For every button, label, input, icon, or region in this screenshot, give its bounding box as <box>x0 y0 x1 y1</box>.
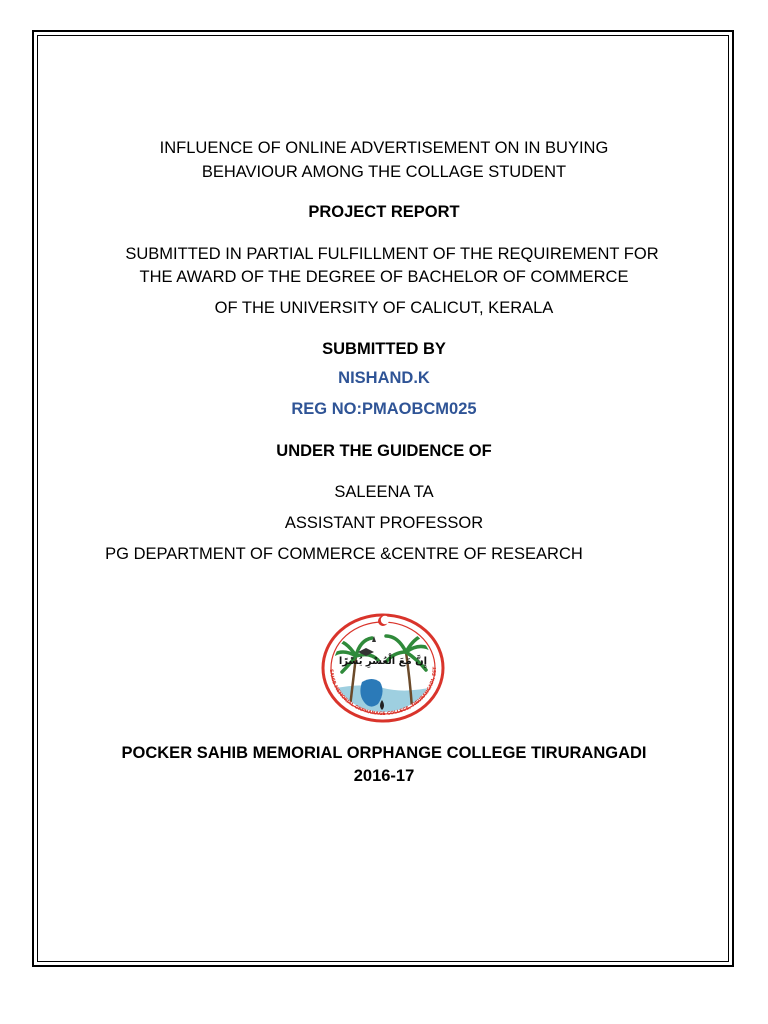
submission-line-1: SUBMITTED IN PARTIAL FULFILLMENT OF THE REQUIREMENT FOR <box>125 245 659 263</box>
svg-text:POCKER SAHIB MEMORIAL ORPHANAG: SAHIB MEMORIAL ORPHANAGE COLLEGE, TIRURANGADI, EST <box>327 666 439 718</box>
submission-line-2: THE AWARD OF THE DEGREE OF BACHELOR OF COMMERCE <box>139 268 629 286</box>
guidance-heading: UNDER THE GUIDENCE OF <box>276 442 492 460</box>
submission-line-3: OF THE UNIVERSITY OF CALICUT, KERALA <box>214 299 554 317</box>
college-emblem-icon <box>320 612 446 724</box>
guide-designation: ASSISTANT PROFESSOR <box>284 514 484 532</box>
registration-number: REG NO:PMAOBCM025 <box>291 400 477 418</box>
report-type: PROJECT REPORT <box>308 203 460 221</box>
guide-name: SALEENA TA <box>334 483 434 501</box>
guide-department: PG DEPARTMENT OF COMMERCE &CENTRE OF RESEARCH <box>105 545 583 563</box>
title-line-1: INFLUENCE OF ONLINE ADVERTISEMENT ON IN BUYING <box>159 139 609 157</box>
student-name: NISHAND.K <box>338 369 430 387</box>
institution-name: POCKER SAHIB MEMORIAL ORPHANGE COLLEGE TIRURANGADI <box>121 744 647 762</box>
svg-text:إِنَّ مَعَ الْعُسْرِ يُسْرًا: إِنَّ مَعَ الْعُسْرِ يُسْرًا <box>338 656 428 667</box>
submitted-by-heading: SUBMITTED BY <box>322 340 446 358</box>
academic-year: 2016-17 <box>353 767 415 785</box>
title-line-2: BEHAVIOUR AMONG THE COLLAGE STUDENT <box>201 163 567 181</box>
